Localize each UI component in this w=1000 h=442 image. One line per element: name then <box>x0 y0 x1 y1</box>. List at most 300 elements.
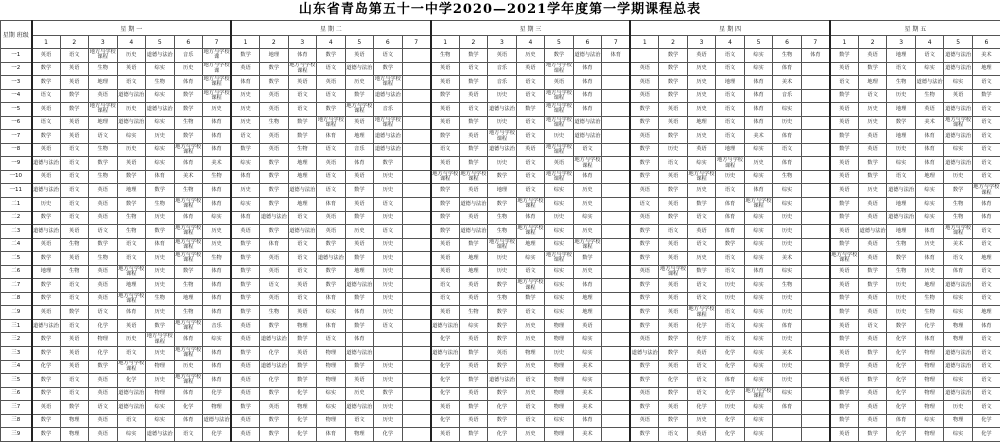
timetable-cell: 英语 <box>830 103 859 117</box>
timetable-cell: 地理 <box>972 62 1000 76</box>
timetable-cell: 英语 <box>830 157 859 171</box>
timetable-cell: 英语 <box>317 225 346 239</box>
timetable-cell: 语文 <box>288 211 317 225</box>
timetable-cell: 生物 <box>944 198 973 212</box>
timetable-cell: 化学 <box>260 374 289 388</box>
timetable-cell: 英语 <box>32 401 61 415</box>
timetable-cell: 物理 <box>317 374 346 388</box>
class-label: 二1 <box>1 198 32 212</box>
timetable-cell: 物理 <box>317 360 346 374</box>
timetable-cell: 语文 <box>972 225 1000 239</box>
timetable-cell <box>402 265 431 279</box>
timetable-cell <box>801 374 830 388</box>
period-header: 5 <box>545 36 574 49</box>
class-label: 三9 <box>1 428 32 442</box>
period-header: 1 <box>231 36 260 49</box>
timetable-cell: 综实 <box>744 428 773 442</box>
timetable-cell: 语文 <box>516 401 545 415</box>
timetable-cell <box>602 238 631 252</box>
timetable-cell: 综实 <box>944 292 973 306</box>
timetable-cell: 英语 <box>231 374 260 388</box>
period-header: 1 <box>630 36 659 49</box>
timetable-cell: 物理 <box>288 401 317 415</box>
timetable-cell: 数学 <box>459 238 488 252</box>
timetable-cell: 体育 <box>915 225 944 239</box>
timetable-cell: 语文 <box>687 238 716 252</box>
timetable-cell: 地方与学校课程 <box>944 225 973 239</box>
timetable-cell: 体育 <box>174 157 203 171</box>
timetable-cell: 体育 <box>146 170 175 184</box>
timetable-cell: 语文 <box>117 414 146 428</box>
timetable-cell: 历史 <box>516 319 545 333</box>
timetable-cell: 地理 <box>887 130 916 144</box>
timetable-cell: 体育 <box>203 292 232 306</box>
timetable-cell: 道德与法治 <box>944 103 973 117</box>
timetable-cell: 英语 <box>830 347 859 361</box>
timetable-cell: 地方与学校课程 <box>516 225 545 239</box>
timetable-cell: 数学 <box>858 62 887 76</box>
timetable-cell: 地方与学校课程 <box>288 62 317 76</box>
timetable-cell: 历史 <box>516 360 545 374</box>
timetable-cell: 地方与学校课程 <box>744 198 773 212</box>
timetable-cell <box>402 292 431 306</box>
timetable-cell: 英语 <box>288 76 317 90</box>
timetable-cell: 体育 <box>972 319 1000 333</box>
timetable-cell: 化学 <box>288 414 317 428</box>
timetable-cell: 地方与学校课程 <box>687 170 716 184</box>
timetable-cell: 地理 <box>459 265 488 279</box>
timetable-cell: 英语 <box>260 89 289 103</box>
timetable-cell: 英语 <box>345 374 374 388</box>
weekday-header: 星 期 一 <box>32 21 232 36</box>
timetable-cell: 数学 <box>345 184 374 198</box>
timetable-cell: 地理 <box>117 184 146 198</box>
timetable-cell: 历史 <box>146 347 175 361</box>
timetable-cell <box>602 279 631 293</box>
timetable-cell: 道德与法治 <box>944 387 973 401</box>
timetable-cell: 英语 <box>630 76 659 90</box>
timetable-cell: 数学 <box>459 143 488 157</box>
timetable-cell: 数学 <box>630 103 659 117</box>
timetable-cell: 语文 <box>516 170 545 184</box>
class-label: 一8 <box>1 143 32 157</box>
timetable-cell: 体育 <box>231 170 260 184</box>
timetable-cell: 地方与学校课程 <box>174 225 203 239</box>
period-header: 3 <box>687 36 716 49</box>
timetable-cell: 历史 <box>345 225 374 239</box>
timetable-cell: 体育 <box>260 238 289 252</box>
timetable-cell: 历史 <box>203 103 232 117</box>
timetable-cell <box>602 184 631 198</box>
timetable-cell: 生物 <box>174 184 203 198</box>
timetable-cell: 语文 <box>345 414 374 428</box>
timetable-cell: 数学 <box>32 387 61 401</box>
timetable-cell: 生物 <box>773 279 802 293</box>
timetable-cell: 英语 <box>858 143 887 157</box>
timetable-cell: 综实 <box>317 387 346 401</box>
timetable-cell: 英语 <box>231 319 260 333</box>
timetable-cell: 数学 <box>260 62 289 76</box>
timetable-cell: 道德与法治 <box>915 76 944 90</box>
timetable-cell: 地方与学校课程 <box>716 157 745 171</box>
timetable-cell: 数学 <box>858 347 887 361</box>
timetable-cell: 地方与学校课程 <box>488 238 517 252</box>
timetable-cell: 数学 <box>345 292 374 306</box>
timetable-cell: 道德与法治 <box>459 198 488 212</box>
timetable-cell: 数学 <box>488 387 517 401</box>
timetable-cell: 语文 <box>89 225 118 239</box>
timetable-cell: 历史 <box>231 103 260 117</box>
timetable-cell <box>602 170 631 184</box>
timetable-cell: 语文 <box>431 143 460 157</box>
timetable-cell: 语文 <box>317 184 346 198</box>
timetable-cell: 语文 <box>630 198 659 212</box>
table-row <box>1 103 1000 117</box>
timetable-cell: 英语 <box>830 374 859 388</box>
class-label: 三6 <box>1 387 32 401</box>
timetable-cell: 数学 <box>488 414 517 428</box>
timetable-cell: 综实 <box>915 62 944 76</box>
timetable-cell: 音乐 <box>773 89 802 103</box>
timetable-cell: 体育 <box>773 319 802 333</box>
timetable-cell: 数学 <box>89 360 118 374</box>
timetable-cell: 语文 <box>288 265 317 279</box>
timetable-cell: 地方与学校课程 <box>174 198 203 212</box>
timetable-cell: 数学 <box>89 238 118 252</box>
timetable-cell: 综实 <box>944 76 973 90</box>
period-header: 2 <box>260 36 289 49</box>
timetable-cell <box>374 347 403 361</box>
timetable-cell: 综实 <box>231 198 260 212</box>
table-row <box>1 333 1000 347</box>
timetable-cell: 地理 <box>915 170 944 184</box>
timetable-cell: 历史 <box>545 211 574 225</box>
timetable-cell: 综实 <box>744 211 773 225</box>
weekday-header: 星 期 三 <box>431 21 631 36</box>
timetable-cell: 体育 <box>174 387 203 401</box>
timetable-cell: 生物 <box>915 89 944 103</box>
timetable-cell: 音乐 <box>488 62 517 76</box>
timetable-cell: 体育 <box>716 374 745 388</box>
timetable-cell: 语文 <box>431 279 460 293</box>
timetable-cell: 化学 <box>687 319 716 333</box>
timetable-cell: 地理 <box>573 292 602 306</box>
timetable-cell: 英语 <box>516 143 545 157</box>
timetable-cell: 数学 <box>488 170 517 184</box>
timetable-cell: 历史 <box>858 184 887 198</box>
timetable-cell: 英语 <box>60 130 89 144</box>
timetable-cell: 体育 <box>573 170 602 184</box>
timetable-cell: 历史 <box>887 143 916 157</box>
timetable-cell <box>402 130 431 144</box>
timetable-cell: 道德与法治 <box>944 360 973 374</box>
timetable-cell: 物理 <box>203 401 232 415</box>
timetable-cell: 英语 <box>659 116 688 130</box>
timetable-cell: 英语 <box>32 103 61 117</box>
period-header: 7 <box>602 36 631 49</box>
timetable-cell: 综实 <box>573 333 602 347</box>
timetable-cell: 数学 <box>630 374 659 388</box>
timetable-cell: 数学 <box>317 238 346 252</box>
timetable-cell: 语文 <box>60 170 89 184</box>
timetable-cell: 语文 <box>60 143 89 157</box>
timetable-cell: 体育 <box>573 414 602 428</box>
timetable-cell: 数学 <box>858 170 887 184</box>
timetable-cell: 生物 <box>117 225 146 239</box>
timetable-cell: 地理 <box>972 252 1000 266</box>
timetable-cell: 物理 <box>516 347 545 361</box>
timetable-cell: 地方与学校课程 <box>174 374 203 388</box>
timetable-cell: 语文 <box>516 306 545 320</box>
timetable-cell: 语文 <box>516 157 545 171</box>
timetable-cell: 数学 <box>231 143 260 157</box>
timetable-cell: 英语 <box>431 116 460 130</box>
timetable-cell: 化学 <box>431 333 460 347</box>
timetable-cell: 物理 <box>89 333 118 347</box>
timetable-cell <box>602 319 631 333</box>
timetable-cell: 数学 <box>374 62 403 76</box>
timetable-cell <box>602 360 631 374</box>
timetable-cell: 历史 <box>146 265 175 279</box>
timetable-cell <box>602 414 631 428</box>
timetable-cell: 道德与法治 <box>488 374 517 388</box>
timetable-cell: 道德与法治 <box>345 62 374 76</box>
timetable-cell: 物理 <box>545 319 574 333</box>
timetable-cell: 历史 <box>773 292 802 306</box>
timetable-cell: 英语 <box>659 306 688 320</box>
timetable-cell: 化学 <box>887 401 916 415</box>
timetable-cell: 地理 <box>288 157 317 171</box>
timetable-cell <box>602 130 631 144</box>
timetable-cell: 英语 <box>459 184 488 198</box>
timetable-cell: 语文 <box>288 238 317 252</box>
timetable-cell: 数学 <box>545 49 574 63</box>
timetable-cell: 数学 <box>830 143 859 157</box>
timetable-cell <box>801 319 830 333</box>
timetable-cell: 体育 <box>602 49 631 63</box>
timetable-cell: 体育 <box>203 130 232 144</box>
period-header: 2 <box>60 36 89 49</box>
timetable-cell: 道德与法治 <box>117 387 146 401</box>
timetable-cell: 历史 <box>146 252 175 266</box>
timetable-cell: 数学 <box>488 306 517 320</box>
timetable-cell: 综实 <box>773 184 802 198</box>
table-row <box>1 347 1000 361</box>
class-label: 二4 <box>1 238 32 252</box>
timetable-cell: 历史 <box>174 62 203 76</box>
timetable-cell: 英语 <box>317 211 346 225</box>
timetable-cell: 语文 <box>972 103 1000 117</box>
timetable-cell: 数学 <box>32 347 61 361</box>
timetable-cell: 综实 <box>516 252 545 266</box>
table-row <box>1 49 1000 63</box>
timetable-cell: 地方与学校课程 <box>374 116 403 130</box>
timetable-cell: 综实 <box>744 374 773 388</box>
timetable-cell: 英语 <box>260 143 289 157</box>
timetable-cell: 综实 <box>744 49 773 63</box>
timetable-cell: 数学 <box>830 130 859 144</box>
timetable-cell <box>801 238 830 252</box>
timetable-cell: 语文 <box>972 292 1000 306</box>
class-label: 三2 <box>1 333 32 347</box>
timetable-cell: 体育 <box>573 76 602 90</box>
timetable-cell: 语文 <box>32 116 61 130</box>
timetable-cell: 数学 <box>630 143 659 157</box>
timetable-cell: 体育 <box>174 414 203 428</box>
timetable-cell: 英语 <box>431 265 460 279</box>
timetable-cell: 语文 <box>317 170 346 184</box>
timetable-cell: 英语 <box>60 252 89 266</box>
timetable-cell: 物理 <box>545 360 574 374</box>
timetable-cell: 地理 <box>488 184 517 198</box>
timetable-cell: 数学 <box>431 198 460 212</box>
timetable-cell: 数学 <box>516 103 545 117</box>
class-label: 二2 <box>1 211 32 225</box>
timetable-cell: 英语 <box>459 292 488 306</box>
timetable-cell: 生物 <box>203 170 232 184</box>
timetable-cell: 历史 <box>887 279 916 293</box>
timetable-cell: 历史 <box>659 143 688 157</box>
timetable-cell: 数学 <box>887 116 916 130</box>
timetable-cell: 体育 <box>174 76 203 90</box>
timetable-cell: 生物 <box>944 211 973 225</box>
timetable-cell: 语文 <box>288 252 317 266</box>
period-header: 3 <box>887 36 916 49</box>
timetable-cell: 语文 <box>32 89 61 103</box>
timetable-cell <box>402 252 431 266</box>
timetable-cell: 道德与法治 <box>858 225 887 239</box>
timetable-cell: 历史 <box>374 252 403 266</box>
timetable-cell: 综实 <box>744 319 773 333</box>
class-label: 三4 <box>1 360 32 374</box>
timetable-cell: 语文 <box>716 89 745 103</box>
timetable-cell: 物理 <box>288 319 317 333</box>
timetable-cell: 数学 <box>630 292 659 306</box>
timetable-cell: 生物 <box>146 292 175 306</box>
table-row <box>1 428 1000 442</box>
class-label: 二3 <box>1 225 32 239</box>
timetable-cell: 英语 <box>459 279 488 293</box>
timetable-cell: 英语 <box>687 428 716 442</box>
timetable-cell: 历史 <box>687 76 716 90</box>
timetable-cell: 英语 <box>858 292 887 306</box>
timetable-cell: 语文 <box>972 238 1000 252</box>
timetable-cell: 地理 <box>887 225 916 239</box>
timetable-cell: 数学 <box>830 306 859 320</box>
timetable-cell: 综实 <box>944 428 973 442</box>
timetable-cell <box>801 184 830 198</box>
timetable-cell: 数学 <box>288 130 317 144</box>
timetable-cell: 道德与法治 <box>345 279 374 293</box>
timetable-cell <box>602 265 631 279</box>
timetable-cell: 数学 <box>32 130 61 144</box>
timetable-cell: 道德与法治 <box>146 49 175 63</box>
timetable-cell: 历史 <box>773 238 802 252</box>
timetable-cell: 体育 <box>231 211 260 225</box>
timetable-cell: 英语 <box>858 306 887 320</box>
timetable-cell: 数学 <box>488 333 517 347</box>
timetable-cell: 综实 <box>773 198 802 212</box>
timetable-cell: 体育 <box>174 333 203 347</box>
timetable-cell: 地方与学校课程 <box>488 130 517 144</box>
timetable-cell: 体育 <box>716 211 745 225</box>
timetable-cell: 数学 <box>830 360 859 374</box>
timetable-cell: 历史 <box>915 265 944 279</box>
timetable-cell: 历史 <box>773 116 802 130</box>
timetable-cell: 生物 <box>887 238 916 252</box>
timetable-cell: 生物 <box>773 49 802 63</box>
timetable-cell: 物理 <box>915 401 944 415</box>
weekday-header: 星 期 五 <box>830 21 1000 36</box>
timetable-cell: 化学 <box>887 333 916 347</box>
timetable-cell <box>801 306 830 320</box>
timetable-cell: 地方与学校课程 <box>117 360 146 374</box>
timetable-cell: 英语 <box>288 306 317 320</box>
timetable-cell: 英语 <box>687 49 716 63</box>
class-label: 一5 <box>1 103 32 117</box>
timetable-cell: 地方与学校课程 <box>317 116 346 130</box>
timetable-cell: 英语 <box>117 319 146 333</box>
table-row <box>1 319 1000 333</box>
timetable-cell: 英语 <box>117 62 146 76</box>
timetable-cell <box>402 49 431 63</box>
class-label: 一6 <box>1 116 32 130</box>
timetable-cell: 生物 <box>117 211 146 225</box>
timetable-cell: 语文 <box>317 143 346 157</box>
timetable-cell: 数学 <box>659 347 688 361</box>
timetable-cell <box>602 252 631 266</box>
timetable-cell: 综实 <box>545 265 574 279</box>
timetable-cell: 数学 <box>830 198 859 212</box>
timetable-cell: 化学 <box>972 428 1000 442</box>
timetable-cell: 英语 <box>459 333 488 347</box>
timetable-cell: 地理 <box>858 76 887 90</box>
timetable-cell: 地理 <box>516 238 545 252</box>
timetable-cell: 数学 <box>117 170 146 184</box>
timetable-cell: 化学 <box>887 374 916 388</box>
timetable-cell: 语文 <box>374 49 403 63</box>
timetable-cell: 体育 <box>345 157 374 171</box>
timetable-grid <box>0 20 1000 442</box>
timetable-cell: 数学 <box>630 279 659 293</box>
timetable-cell: 语文 <box>716 306 745 320</box>
timetable-cell: 化学 <box>716 428 745 442</box>
timetable-cell: 道德与法治 <box>573 130 602 144</box>
timetable-cell: 美术 <box>773 347 802 361</box>
timetable-cell: 英语 <box>488 49 517 63</box>
timetable-cell: 英语 <box>630 265 659 279</box>
timetable-cell: 地理 <box>288 170 317 184</box>
timetable-cell: 数学 <box>516 292 545 306</box>
timetable-cell: 体育 <box>944 265 973 279</box>
timetable-cell: 综实 <box>915 198 944 212</box>
timetable-cell: 数学 <box>32 252 61 266</box>
timetable-cell: 地方与学校课程 <box>944 116 973 130</box>
timetable-cell: 数学 <box>459 157 488 171</box>
timetable-cell: 语文 <box>972 76 1000 90</box>
timetable-cell: 英语 <box>431 252 460 266</box>
timetable-cell: 地理 <box>32 265 61 279</box>
timetable-cell: 历史 <box>716 401 745 415</box>
timetable-cell <box>602 333 631 347</box>
timetable-cell: 地理 <box>972 306 1000 320</box>
timetable-cell: 历史 <box>773 225 802 239</box>
class-label: 一3 <box>1 76 32 90</box>
timetable-cell: 综实 <box>944 143 973 157</box>
timetable-cell: 化学 <box>972 414 1000 428</box>
timetable-cell: 语文 <box>231 130 260 144</box>
timetable-cell: 综实 <box>573 374 602 388</box>
